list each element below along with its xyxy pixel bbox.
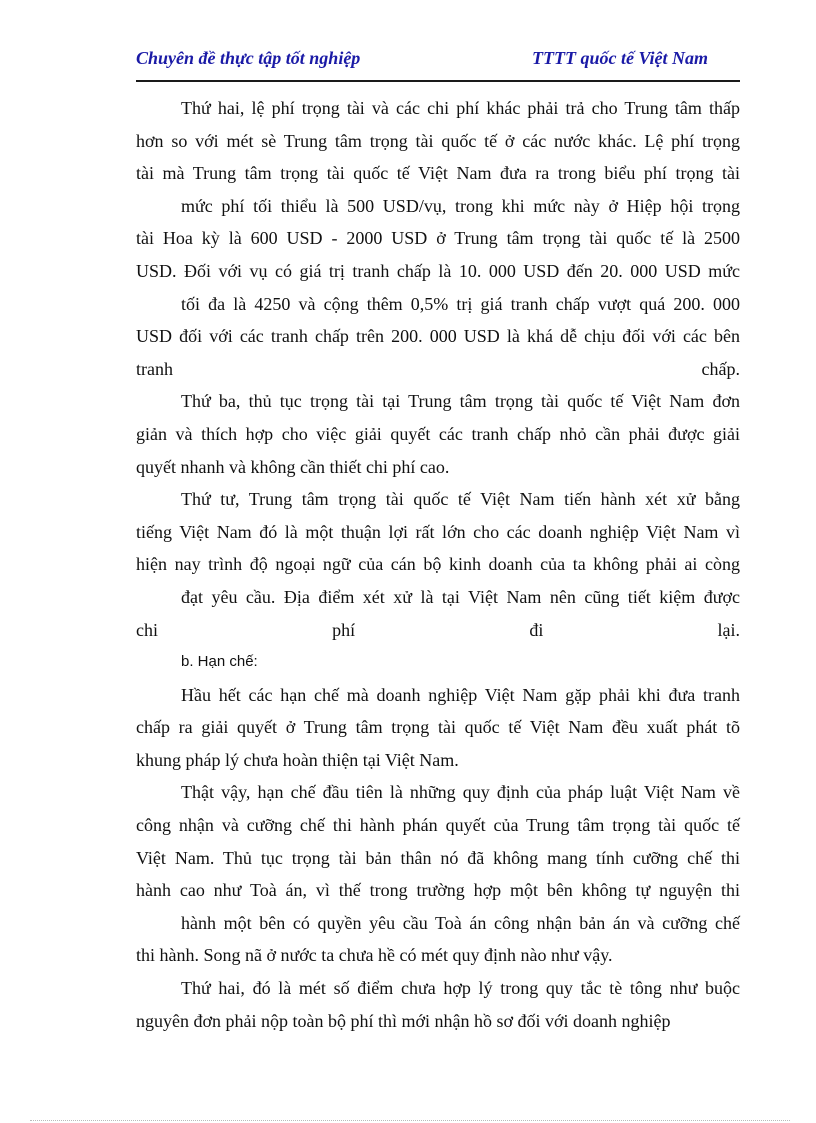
paragraph-line: Thật vậy, hạn chế đầu tiên là những quy định của pháp luật Việt Nam về [181, 782, 740, 803]
paragraph-line: Thứ hai, lệ phí trọng tài và các chi phí khác phải trả cho Trung tâm thấp [181, 98, 740, 118]
paragraph-line: tranh chấp. [136, 358, 740, 379]
paragraph-line: Thứ hai, đó là mét số điểm chưa hợp lý trong quy tắc tè tông như buộc [181, 978, 740, 999]
paragraph-line: chi phí đi lại. [136, 619, 740, 640]
paragraph-line: tối đa là 4250 và cộng thêm 0,5% trị giá tranh chấp vượt quá 200. 000 [181, 293, 740, 314]
paragraph-line: giản và thích hợp cho việc giải quyết các tranh chấp nhỏ cần phải được giải [136, 423, 740, 444]
paragraph-line: quyết nhanh và không cần thiết chi phí cao. [136, 456, 450, 477]
paragraph-line: hành cao như Toà án, vì thế trong trường hợp một bên không tự nguyện thi [136, 880, 740, 901]
paragraph-line: hơn so với mét sè Trung tâm trọng tài quốc tế ở các nước khác. Lệ phí trọng [136, 130, 740, 151]
document-body [136, 92, 740, 1037]
paragraph-line: thi hành. Song nã ở nước ta chưa hề có mét quy định nào như vậy. [136, 945, 613, 966]
header-divider [136, 80, 740, 82]
footer-divider [30, 1120, 790, 1121]
paragraph-line: USD. Đối với vụ có giá trị tranh chấp là 10. 000 USD đến 20. 000 USD mức [136, 260, 740, 281]
paragraph-line: hiện nay trình độ ngoại ngữ của cán bộ kinh doanh của ta không phải ai còng [136, 554, 740, 575]
paragraph-line: mức phí tối thiểu là 500 USD/vụ, trong khi mức này ở Hiệp hội trọng [181, 195, 740, 216]
paragraph-line: tài Hoa kỳ là 600 USD - 2000 USD ở Trung tâm trọng tài quốc tế là 2500 [136, 228, 740, 249]
paragraph-line: USD đối với các tranh chấp trên 200. 000 USD là khá dễ chịu đối với các bên [136, 326, 740, 347]
paragraph-line: hành một bên có quyền yêu cầu Toà án công nhận bản án và cưỡng chế [181, 912, 740, 933]
paragraph-line: tài mà Trung tâm trọng tài quốc tế Việt Nam đưa ra trong biểu phí trọng tài [136, 163, 740, 184]
paragraph-line: Hầu hết các hạn chế mà doanh nghiệp Việt Nam gặp phải khi đưa tranh [181, 684, 740, 705]
paragraph-line: nguyên đơn phải nộp toàn bộ phí thì mới nhận hồ sơ đối với doanh nghiệp [136, 1010, 671, 1031]
paragraph-line: chấp ra giải quyết ở Trung tâm trọng tài quốc tế Việt Nam đều xuất phát tõ [136, 717, 740, 738]
paragraph-line: Thứ ba, thủ tục trọng tài tại Trung tâm trọng tài quốc tế Việt Nam đơn [181, 391, 740, 412]
page-header [136, 48, 740, 72]
section-heading: b. Hạn chế: [181, 653, 258, 671]
paragraph-line: khung pháp lý chưa hoàn thiện tại Việt Nam. [136, 749, 459, 770]
paragraph-line: Việt Nam. Thủ tục trọng tài bản thân nó đã không mang tính cưỡng chế thi [136, 847, 740, 868]
paragraph-line: đạt yêu cầu. Địa điểm xét xử là tại Việt Nam nên cũng tiết kiệm được [181, 586, 740, 607]
header-organization-title: TTTT quốc tế Việt Nam [532, 48, 708, 68]
paragraph-line: công nhận và cưỡng chế thi hành phán quyết của Trung tâm trọng tài quốc tế [136, 815, 740, 836]
paragraph-line: tiếng Việt Nam đó là một thuận lợi rất lớn cho các doanh nghiệp Việt Nam vì [136, 521, 740, 542]
paragraph-line: Thứ tư, Trung tâm trọng tài quốc tế Việt Nam tiến hành xét xử bằng [181, 489, 740, 510]
header-document-title: Chuyên đề thực tập tốt nghiệp [136, 48, 361, 68]
